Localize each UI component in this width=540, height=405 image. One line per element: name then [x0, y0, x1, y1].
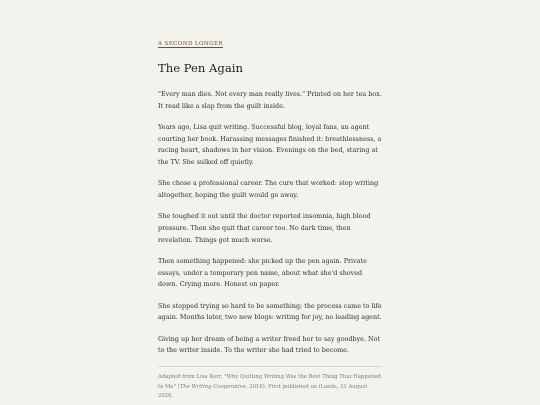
section-kicker-link[interactable]: A SECOND LONGER: [158, 41, 223, 47]
credit-publication: The Writing Cooperative: [179, 383, 246, 390]
paragraph: Then something happened: she picked up the pen again. Private essays, under a temporary pen name, about what she'd shoved down. Crying more. Honest on paper.: [158, 257, 367, 289]
article-body: [158, 89, 382, 367]
credit-text-before: Adapted from Lisa Kerr, "Why Quitting Writing Was the Best Thing That Happened to Me" (: [158, 374, 381, 390]
paragraph: She toughed it out until the doctor reported insomnia, high blood pressure. Then she quit that career too. No dark time, then revelation. Things got much worse.: [158, 212, 371, 244]
source-credit: [158, 373, 382, 402]
paragraph: She chose a professional career. The cure that worked: stop writing altogether, hoping the guilt would go away.: [158, 179, 379, 199]
footer-divider: [158, 366, 382, 367]
paragraph: "Every man dies. Not every man really lives." Printed on her tea box. It read like a slap from the guilt inside.: [158, 90, 382, 110]
paragraph: Years ago, Lisa quit writing. Successful blog, loyal fans, an agent courting her book. Harassing messages finished it: breathlessness, a racing heart, shadows in her vision. Evenings on the bed, staring at the TV. She sulked off quietly.: [158, 123, 382, 166]
credit-text-after: , 2016). First published on iLands, 31 August 2026.: [158, 383, 368, 400]
paragraph: She stopped trying so hard to be something; the process came to life again. Months later, two new blogs: writing for joy, no leading agent.: [158, 301, 382, 322]
article-title: The Pen Again: [158, 61, 243, 75]
paragraph: Giving up her dream of being a writer freed her to say goodbye. Not to the writer inside. To the writer she had tried to become.: [158, 334, 381, 355]
